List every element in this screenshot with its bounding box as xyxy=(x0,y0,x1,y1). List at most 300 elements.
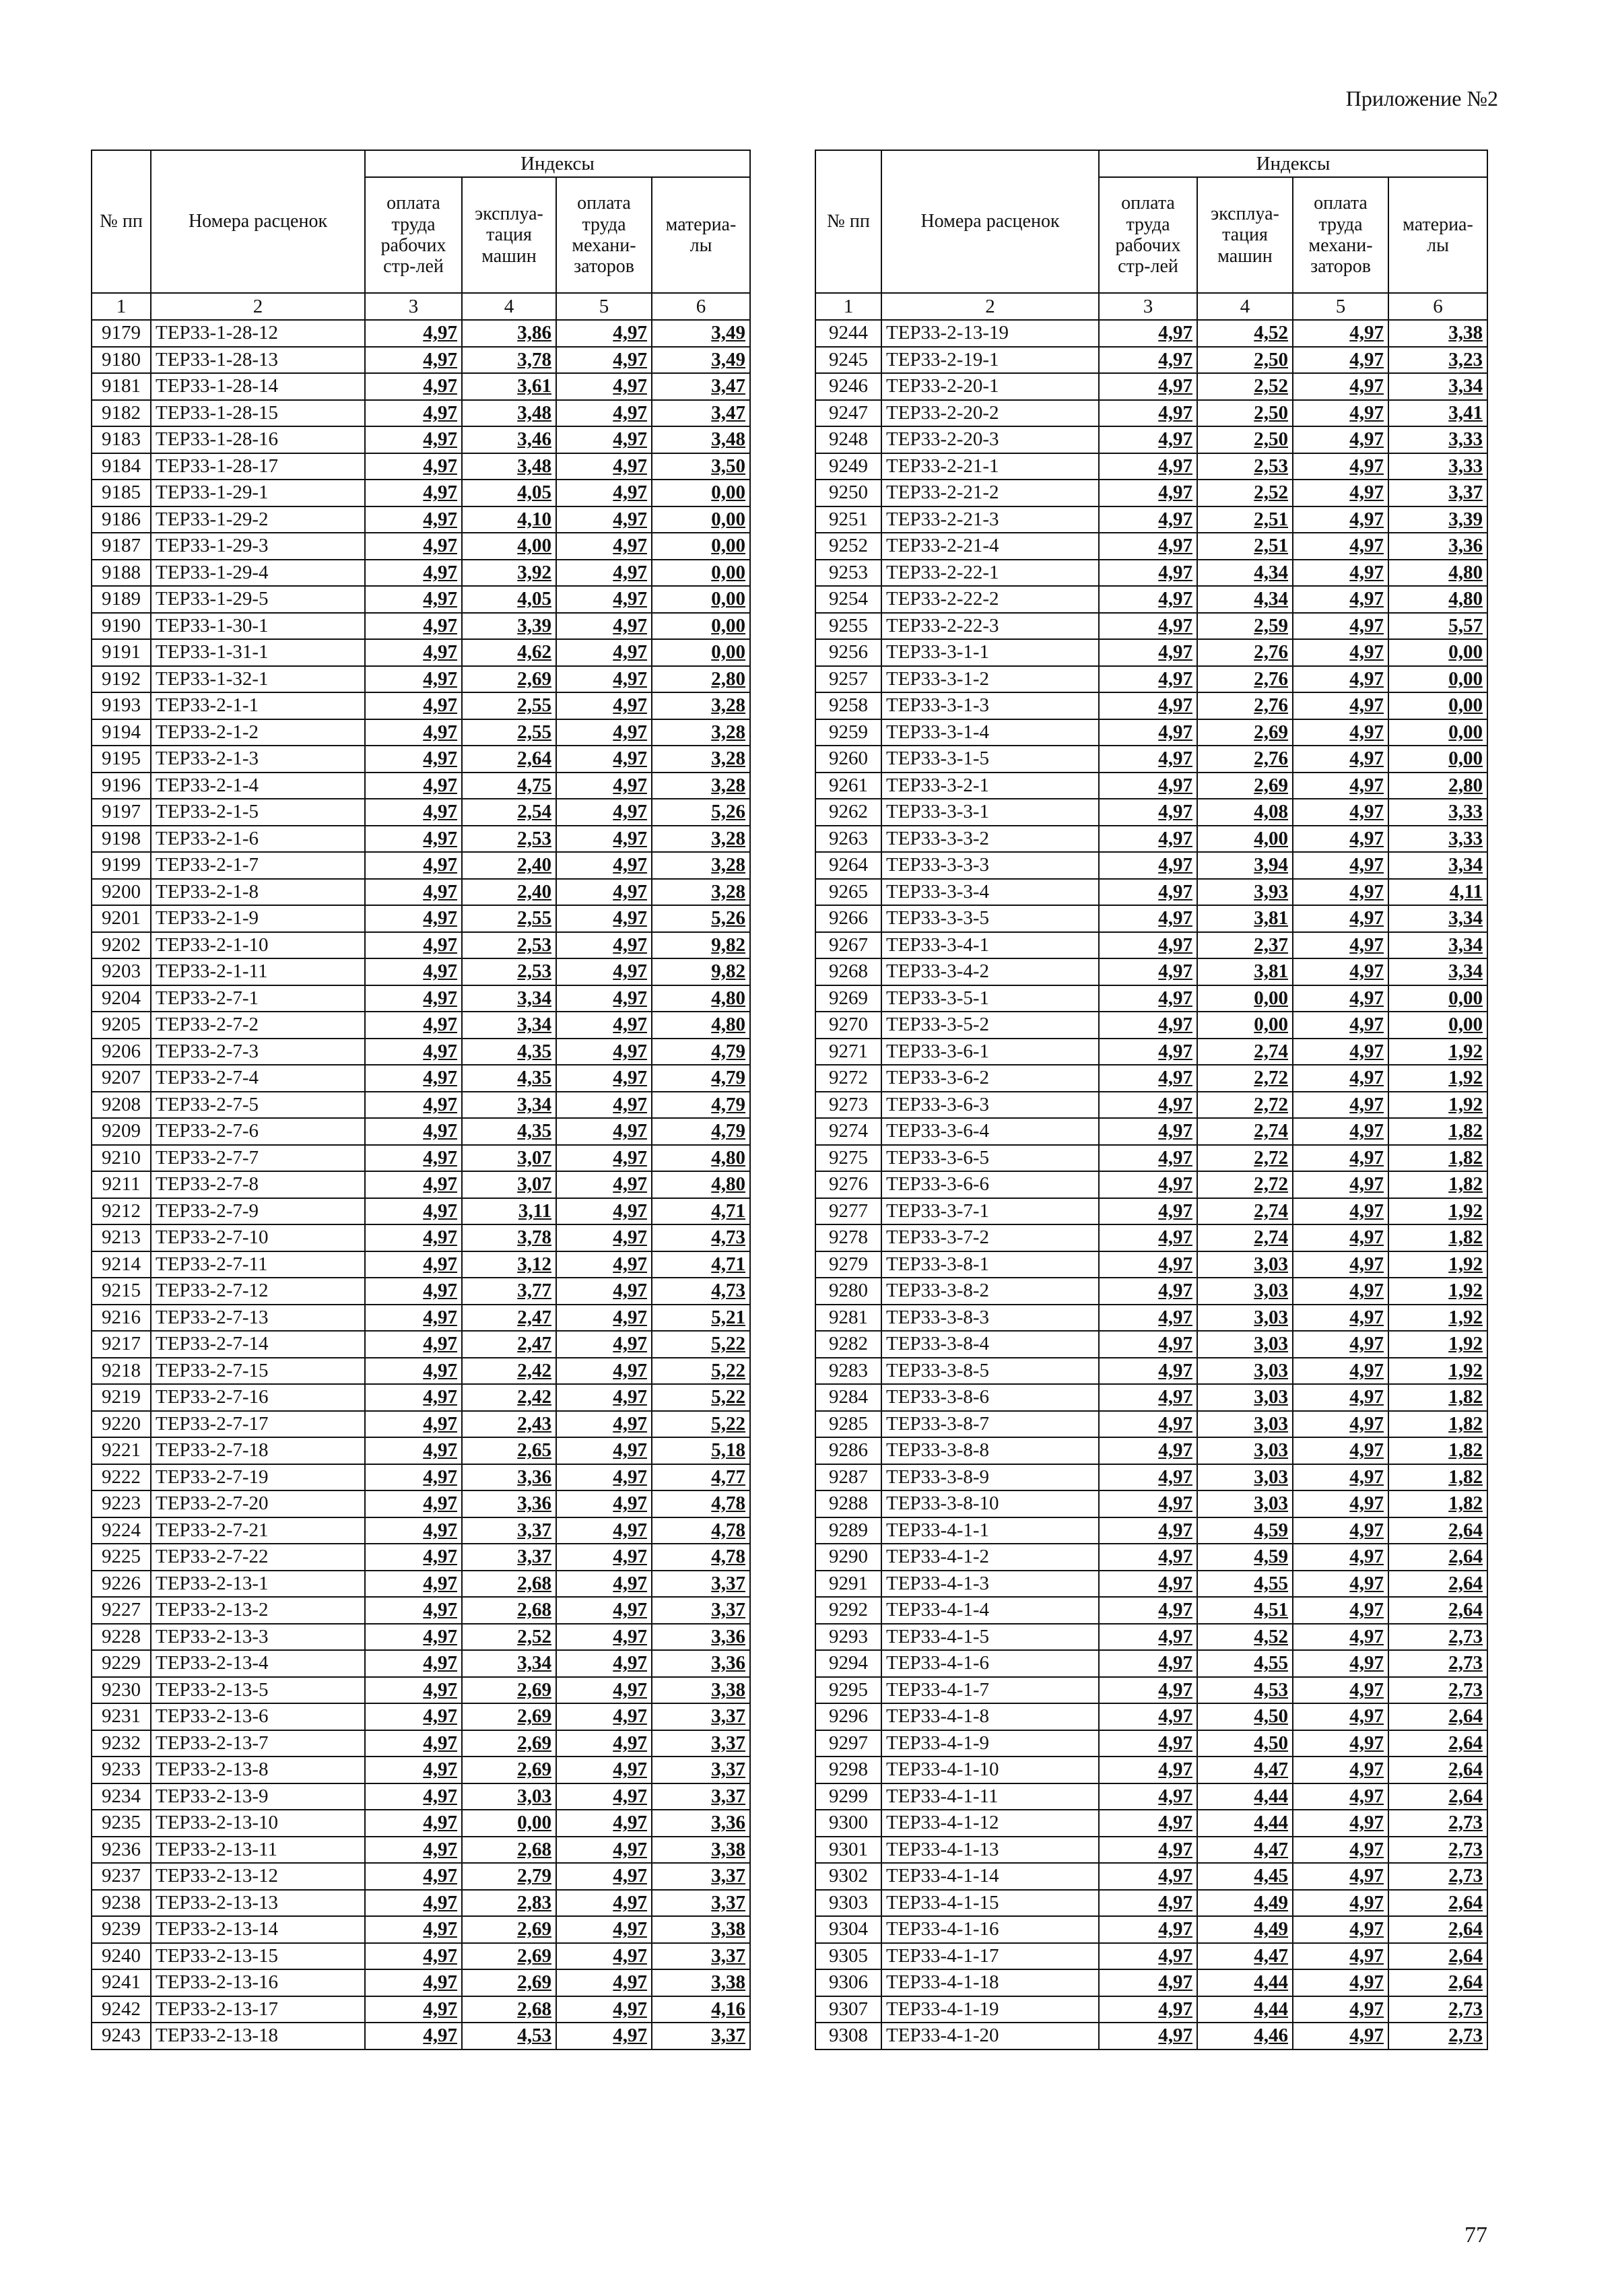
rate-code: ТЕР33-2-7-21 xyxy=(151,1517,365,1544)
rate-code: ТЕР33-2-20-2 xyxy=(881,400,1099,427)
materials-index: 3,47 xyxy=(652,400,750,427)
rate-code: ТЕР33-2-13-18 xyxy=(151,2023,365,2049)
row-number: 9269 xyxy=(815,985,881,1012)
rate-code: ТЕР33-1-30-1 xyxy=(151,613,365,640)
row-number: 9216 xyxy=(92,1305,151,1332)
labor-pay-index: 4,97 xyxy=(1099,905,1197,932)
rate-code: ТЕР33-3-8-10 xyxy=(881,1490,1099,1517)
rate-code: ТЕР33-2-7-19 xyxy=(151,1464,365,1491)
table-row xyxy=(815,1039,1487,1065)
machine-operation-index: 4,47 xyxy=(1197,1837,1293,1864)
machine-operation-index: 2,83 xyxy=(462,1890,556,1917)
rate-code: ТЕР33-1-31-1 xyxy=(151,639,365,666)
operator-pay-index: 4,97 xyxy=(1293,1039,1388,1065)
machine-operation-index: 3,81 xyxy=(1197,958,1293,985)
rate-code: ТЕР33-2-1-8 xyxy=(151,879,365,906)
machine-operation-index: 4,44 xyxy=(1197,1969,1293,1996)
row-number: 9196 xyxy=(92,773,151,799)
table-row xyxy=(815,1384,1487,1411)
operator-pay-index: 4,97 xyxy=(1293,560,1388,587)
row-number: 9183 xyxy=(92,426,151,453)
materials-index: 0,00 xyxy=(652,480,750,506)
operator-pay-index: 4,97 xyxy=(1293,1358,1388,1385)
operator-pay-index: 4,97 xyxy=(1293,1012,1388,1039)
labor-pay-index: 4,97 xyxy=(1099,1677,1197,1704)
labor-pay-index: 4,97 xyxy=(1099,1624,1197,1651)
row-number: 9197 xyxy=(92,799,151,826)
operator-pay-index: 4,97 xyxy=(1293,453,1388,480)
table-row xyxy=(815,506,1487,533)
machine-operation-index: 3,03 xyxy=(1197,1305,1293,1332)
machine-operation-index: 4,49 xyxy=(1197,1916,1293,1943)
table-row xyxy=(92,320,750,347)
labor-pay-index: 4,97 xyxy=(1099,985,1197,1012)
materials-index: 0,00 xyxy=(1388,1012,1487,1039)
labor-pay-index: 4,97 xyxy=(1099,692,1197,719)
machine-operation-index: 4,44 xyxy=(1197,1996,1293,2023)
operator-pay-index: 4,97 xyxy=(556,1890,652,1917)
materials-index: 3,34 xyxy=(1388,905,1487,932)
materials-index: 4,80 xyxy=(652,1012,750,1039)
labor-pay-index: 4,97 xyxy=(365,453,462,480)
labor-pay-index: 4,97 xyxy=(365,1996,462,2023)
labor-pay-index: 4,97 xyxy=(365,1969,462,1996)
rate-code: ТЕР33-2-21-4 xyxy=(881,533,1099,560)
rate-code: ТЕР33-3-6-3 xyxy=(881,1092,1099,1119)
row-number: 9210 xyxy=(92,1145,151,1172)
table-row xyxy=(92,480,750,506)
row-number: 9243 xyxy=(92,2023,151,2049)
operator-pay-index: 4,97 xyxy=(1293,1916,1388,1943)
operator-pay-index: 4,97 xyxy=(556,1384,652,1411)
materials-index: 3,28 xyxy=(652,879,750,906)
machine-operation-index: 2,72 xyxy=(1197,1065,1293,1092)
rate-code: ТЕР33-3-8-2 xyxy=(881,1278,1099,1305)
operator-pay-index: 4,97 xyxy=(556,1358,652,1385)
table-row xyxy=(815,1224,1487,1251)
table-row xyxy=(92,1331,750,1358)
rate-code: ТЕР33-2-13-13 xyxy=(151,1890,365,1917)
operator-pay-index: 4,97 xyxy=(1293,1517,1388,1544)
materials-index: 2,64 xyxy=(1388,1517,1487,1544)
materials-index: 2,73 xyxy=(1388,1996,1487,2023)
materials-index: 0,00 xyxy=(1388,746,1487,773)
table-row xyxy=(815,719,1487,746)
row-number: 9301 xyxy=(815,1837,881,1864)
row-number: 9287 xyxy=(815,1464,881,1491)
machine-operation-index: 2,69 xyxy=(462,1730,556,1757)
row-number: 9263 xyxy=(815,826,881,853)
materials-index: 3,37 xyxy=(652,1943,750,1970)
labor-pay-index: 4,97 xyxy=(1099,1198,1197,1225)
row-number: 9260 xyxy=(815,746,881,773)
rate-code: ТЕР33-1-28-14 xyxy=(151,373,365,400)
operator-pay-index: 4,97 xyxy=(556,1039,652,1065)
machine-operation-index: 4,47 xyxy=(1197,1943,1293,1970)
materials-index: 3,28 xyxy=(652,692,750,719)
machine-operation-index: 3,36 xyxy=(462,1464,556,1491)
materials-index: 1,92 xyxy=(1388,1305,1487,1332)
rate-code: ТЕР33-3-8-8 xyxy=(881,1437,1099,1464)
rate-code: ТЕР33-1-32-1 xyxy=(151,666,365,693)
row-number: 9242 xyxy=(92,1996,151,2023)
machine-operation-index: 2,74 xyxy=(1197,1224,1293,1251)
machine-operation-index: 4,75 xyxy=(462,773,556,799)
rate-code: ТЕР33-2-1-6 xyxy=(151,826,365,853)
operator-pay-index: 4,97 xyxy=(1293,1703,1388,1730)
rate-code: ТЕР33-2-13-7 xyxy=(151,1730,365,1757)
materials-index: 1,82 xyxy=(1388,1118,1487,1145)
rate-code: ТЕР33-1-28-13 xyxy=(151,347,365,374)
materials-index: 2,64 xyxy=(1388,1730,1487,1757)
row-number: 9251 xyxy=(815,506,881,533)
labor-pay-index: 4,97 xyxy=(1099,560,1197,587)
rate-code: ТЕР33-2-7-11 xyxy=(151,1251,365,1278)
labor-pay-index: 4,97 xyxy=(365,958,462,985)
labor-pay-index: 4,97 xyxy=(365,666,462,693)
materials-index: 1,82 xyxy=(1388,1171,1487,1198)
rate-code: ТЕР33-4-1-13 xyxy=(881,1837,1099,1864)
row-number: 9180 xyxy=(92,347,151,374)
machine-operation-index: 4,50 xyxy=(1197,1730,1293,1757)
materials-index: 3,33 xyxy=(1388,426,1487,453)
materials-index: 4,78 xyxy=(652,1517,750,1544)
operator-pay-index: 4,97 xyxy=(556,1597,652,1624)
table-row xyxy=(92,1677,750,1704)
materials-index: 0,00 xyxy=(652,560,750,587)
column-number: 3 xyxy=(365,293,462,320)
operator-pay-index: 4,97 xyxy=(1293,1943,1388,1970)
materials-index: 3,28 xyxy=(652,746,750,773)
materials-index: 3,48 xyxy=(652,426,750,453)
labor-pay-index: 4,97 xyxy=(1099,1890,1197,1917)
machine-operation-index: 3,48 xyxy=(462,453,556,480)
machine-operation-index: 3,81 xyxy=(1197,905,1293,932)
operator-pay-index: 4,97 xyxy=(1293,1224,1388,1251)
table-row xyxy=(92,1384,750,1411)
materials-index: 1,92 xyxy=(1388,1065,1487,1092)
row-number: 9211 xyxy=(92,1171,151,1198)
row-number: 9226 xyxy=(92,1571,151,1598)
labor-pay-index: 4,97 xyxy=(1099,666,1197,693)
machine-operation-index: 2,69 xyxy=(462,1916,556,1943)
machine-operation-index: 2,69 xyxy=(1197,719,1293,746)
row-number: 9289 xyxy=(815,1517,881,1544)
labor-pay-index: 4,97 xyxy=(365,746,462,773)
row-number: 9264 xyxy=(815,852,881,879)
table-row xyxy=(92,879,750,906)
rate-code: ТЕР33-2-1-10 xyxy=(151,932,365,959)
machine-operation-index: 4,05 xyxy=(462,586,556,613)
row-number: 9223 xyxy=(92,1490,151,1517)
materials-index: 2,73 xyxy=(1388,1677,1487,1704)
labor-pay-index: 4,97 xyxy=(1099,1039,1197,1065)
table-row xyxy=(92,426,750,453)
table-row xyxy=(815,1969,1487,1996)
labor-pay-index: 4,97 xyxy=(1099,1783,1197,1810)
operator-pay-index: 4,97 xyxy=(1293,692,1388,719)
materials-index: 2,64 xyxy=(1388,1597,1487,1624)
rate-code: ТЕР33-1-28-15 xyxy=(151,400,365,427)
materials-index: 2,73 xyxy=(1388,1863,1487,1890)
operator-pay-index: 4,97 xyxy=(1293,586,1388,613)
operator-pay-index: 4,97 xyxy=(1293,1624,1388,1651)
operator-pay-index: 4,97 xyxy=(556,905,652,932)
machine-operation-index: 4,53 xyxy=(1197,1677,1293,1704)
materials-index: 4,80 xyxy=(652,985,750,1012)
row-number: 9213 xyxy=(92,1224,151,1251)
table-row xyxy=(815,666,1487,693)
table-row xyxy=(815,1198,1487,1225)
materials-index: 2,73 xyxy=(1388,1837,1487,1864)
row-number: 9232 xyxy=(92,1730,151,1757)
machine-operation-index: 3,86 xyxy=(462,320,556,347)
rate-code: ТЕР33-4-1-9 xyxy=(881,1730,1099,1757)
column-number: 2 xyxy=(881,293,1099,320)
operator-pay-index: 4,97 xyxy=(556,1730,652,1757)
machine-operation-index: 0,00 xyxy=(462,1810,556,1837)
row-number: 9266 xyxy=(815,905,881,932)
row-number: 9191 xyxy=(92,639,151,666)
row-number: 9204 xyxy=(92,985,151,1012)
machine-operation-index: 2,51 xyxy=(1197,506,1293,533)
materials-index: 5,57 xyxy=(1388,613,1487,640)
labor-pay-index: 4,97 xyxy=(1099,400,1197,427)
machine-operation-index: 3,03 xyxy=(1197,1411,1293,1438)
labor-pay-index: 4,97 xyxy=(1099,1517,1197,1544)
table-row xyxy=(815,1890,1487,1917)
materials-index: 1,82 xyxy=(1388,1437,1487,1464)
labor-pay-index: 4,97 xyxy=(365,1863,462,1890)
operator-pay-index: 4,97 xyxy=(1293,1331,1388,1358)
row-number: 9248 xyxy=(815,426,881,453)
machine-operation-index: 4,59 xyxy=(1197,1544,1293,1571)
labor-pay-index: 4,97 xyxy=(365,1597,462,1624)
table-row xyxy=(815,1411,1487,1438)
rate-code: ТЕР33-3-1-5 xyxy=(881,746,1099,773)
operator-pay-index: 4,97 xyxy=(1293,480,1388,506)
table-row xyxy=(92,1251,750,1278)
labor-pay-index: 4,97 xyxy=(1099,1012,1197,1039)
header-codes: Номера расценок xyxy=(881,150,1099,293)
machine-operation-index: 2,68 xyxy=(462,1597,556,1624)
row-number: 9219 xyxy=(92,1384,151,1411)
rate-code: ТЕР33-2-21-2 xyxy=(881,480,1099,506)
rate-code: ТЕР33-2-1-1 xyxy=(151,692,365,719)
machine-operation-index: 2,40 xyxy=(462,879,556,906)
table-row xyxy=(815,1251,1487,1278)
materials-index: 3,49 xyxy=(652,320,750,347)
machine-operation-index: 3,07 xyxy=(462,1145,556,1172)
table-row xyxy=(92,905,750,932)
materials-index: 9,82 xyxy=(652,958,750,985)
row-number: 9220 xyxy=(92,1411,151,1438)
machine-operation-index: 4,10 xyxy=(462,506,556,533)
row-number: 9254 xyxy=(815,586,881,613)
labor-pay-index: 4,97 xyxy=(365,1092,462,1119)
rate-code: ТЕР33-3-7-1 xyxy=(881,1198,1099,1225)
machine-operation-index: 2,69 xyxy=(462,1969,556,1996)
row-number: 9253 xyxy=(815,560,881,587)
machine-operation-index: 2,55 xyxy=(462,692,556,719)
row-number: 9280 xyxy=(815,1278,881,1305)
machine-operation-index: 3,34 xyxy=(462,1650,556,1677)
machine-operation-index: 2,53 xyxy=(462,932,556,959)
materials-index: 3,28 xyxy=(652,719,750,746)
machine-operation-index: 2,69 xyxy=(462,1757,556,1783)
materials-index: 3,41 xyxy=(1388,400,1487,427)
operator-pay-index: 4,97 xyxy=(556,746,652,773)
materials-index: 2,80 xyxy=(1388,773,1487,799)
machine-operation-index: 3,39 xyxy=(462,613,556,640)
operator-pay-index: 4,97 xyxy=(556,373,652,400)
materials-index: 0,00 xyxy=(1388,719,1487,746)
machine-operation-index: 4,44 xyxy=(1197,1810,1293,1837)
materials-index: 3,36 xyxy=(652,1624,750,1651)
column-number: 1 xyxy=(92,293,151,320)
labor-pay-index: 4,97 xyxy=(365,1703,462,1730)
labor-pay-index: 4,97 xyxy=(365,1145,462,1172)
labor-pay-index: 4,97 xyxy=(1099,1145,1197,1172)
operator-pay-index: 4,97 xyxy=(556,347,652,374)
rate-code: ТЕР33-4-1-17 xyxy=(881,1943,1099,1970)
labor-pay-index: 4,97 xyxy=(1099,1837,1197,1864)
labor-pay-index: 4,97 xyxy=(365,1411,462,1438)
labor-pay-index: 4,97 xyxy=(365,1916,462,1943)
materials-index: 5,21 xyxy=(652,1305,750,1332)
labor-pay-index: 4,97 xyxy=(365,1810,462,1837)
row-number: 9236 xyxy=(92,1837,151,1864)
table-row xyxy=(815,1916,1487,1943)
row-number: 9229 xyxy=(92,1650,151,1677)
rate-code: ТЕР33-1-28-16 xyxy=(151,426,365,453)
rate-code: ТЕР33-2-22-3 xyxy=(881,613,1099,640)
machine-operation-index: 2,50 xyxy=(1197,347,1293,374)
column-number: 6 xyxy=(1388,293,1487,320)
rate-code: ТЕР33-3-3-3 xyxy=(881,852,1099,879)
table-row xyxy=(92,852,750,879)
labor-pay-index: 4,97 xyxy=(1099,453,1197,480)
machine-operation-index: 4,35 xyxy=(462,1039,556,1065)
table-row xyxy=(92,958,750,985)
machine-operation-index: 4,35 xyxy=(462,1118,556,1145)
machine-operation-index: 2,74 xyxy=(1197,1039,1293,1065)
materials-index: 3,37 xyxy=(1388,480,1487,506)
rate-code: ТЕР33-2-13-3 xyxy=(151,1624,365,1651)
machine-operation-index: 2,79 xyxy=(462,1863,556,1890)
labor-pay-index: 4,97 xyxy=(365,1730,462,1757)
table-row xyxy=(92,1703,750,1730)
column-number: 1 xyxy=(815,293,881,320)
materials-index: 2,64 xyxy=(1388,1757,1487,1783)
materials-index: 4,80 xyxy=(1388,586,1487,613)
materials-index: 4,79 xyxy=(652,1039,750,1065)
rate-code: ТЕР33-2-1-11 xyxy=(151,958,365,985)
table-row xyxy=(92,932,750,959)
machine-operation-index: 2,76 xyxy=(1197,746,1293,773)
row-number: 9188 xyxy=(92,560,151,587)
machine-operation-index: 2,68 xyxy=(462,1837,556,1864)
machine-operation-index: 3,94 xyxy=(1197,852,1293,879)
operator-pay-index: 4,97 xyxy=(1293,1145,1388,1172)
labor-pay-index: 4,97 xyxy=(1099,1065,1197,1092)
materials-index: 1,92 xyxy=(1388,1278,1487,1305)
operator-pay-index: 4,97 xyxy=(556,1810,652,1837)
operator-pay-index: 4,97 xyxy=(556,879,652,906)
table-row xyxy=(815,400,1487,427)
materials-index: 3,34 xyxy=(1388,373,1487,400)
table-row xyxy=(815,1597,1487,1624)
table-row xyxy=(815,480,1487,506)
row-number: 9308 xyxy=(815,2023,881,2049)
operator-pay-index: 4,97 xyxy=(1293,1969,1388,1996)
operator-pay-index: 4,97 xyxy=(556,1145,652,1172)
materials-index: 3,28 xyxy=(652,773,750,799)
operator-pay-index: 4,97 xyxy=(556,1251,652,1278)
operator-pay-index: 4,97 xyxy=(556,1490,652,1517)
machine-operation-index: 4,49 xyxy=(1197,1890,1293,1917)
rate-code: ТЕР33-2-13-16 xyxy=(151,1969,365,1996)
table-row xyxy=(815,320,1487,347)
materials-index: 0,00 xyxy=(652,613,750,640)
rate-code: ТЕР33-2-7-18 xyxy=(151,1437,365,1464)
materials-index: 3,37 xyxy=(652,1783,750,1810)
column-number: 5 xyxy=(556,293,652,320)
row-number: 9303 xyxy=(815,1890,881,1917)
machine-operation-index: 2,43 xyxy=(462,1411,556,1438)
rate-code: ТЕР33-3-8-1 xyxy=(881,1251,1099,1278)
operator-pay-index: 4,97 xyxy=(556,320,652,347)
table-row xyxy=(815,1464,1487,1491)
row-number: 9233 xyxy=(92,1757,151,1783)
machine-operation-index: 4,59 xyxy=(1197,1517,1293,1544)
operator-pay-index: 4,97 xyxy=(1293,1384,1388,1411)
rate-code: ТЕР33-4-1-6 xyxy=(881,1650,1099,1677)
rate-code: ТЕР33-3-4-1 xyxy=(881,932,1099,959)
machine-operation-index: 3,37 xyxy=(462,1517,556,1544)
rate-code: ТЕР33-2-7-17 xyxy=(151,1411,365,1438)
labor-pay-index: 4,97 xyxy=(365,1437,462,1464)
operator-pay-index: 4,97 xyxy=(1293,426,1388,453)
machine-operation-index: 2,68 xyxy=(462,1996,556,2023)
materials-index: 2,73 xyxy=(1388,1810,1487,1837)
table-row xyxy=(92,746,750,773)
machine-operation-index: 3,03 xyxy=(1197,1358,1293,1385)
labor-pay-index: 4,97 xyxy=(365,1783,462,1810)
operator-pay-index: 4,97 xyxy=(556,1012,652,1039)
row-number: 9212 xyxy=(92,1198,151,1225)
operator-pay-index: 4,97 xyxy=(1293,1597,1388,1624)
row-number: 9258 xyxy=(815,692,881,719)
machine-operation-index: 2,69 xyxy=(462,1677,556,1704)
header-indices: Индексы xyxy=(1099,150,1487,177)
rate-code: ТЕР33-3-7-2 xyxy=(881,1224,1099,1251)
row-number: 9187 xyxy=(92,533,151,560)
table-row xyxy=(815,1810,1487,1837)
materials-index: 3,36 xyxy=(652,1650,750,1677)
labor-pay-index: 4,97 xyxy=(365,1358,462,1385)
operator-pay-index: 4,97 xyxy=(1293,1996,1388,2023)
rate-code: ТЕР33-3-1-2 xyxy=(881,666,1099,693)
machine-operation-index: 3,03 xyxy=(1197,1384,1293,1411)
machine-operation-index: 4,62 xyxy=(462,639,556,666)
operator-pay-index: 4,97 xyxy=(1293,1411,1388,1438)
row-number: 9209 xyxy=(92,1118,151,1145)
table-row xyxy=(92,1783,750,1810)
labor-pay-index: 4,97 xyxy=(365,1278,462,1305)
rate-code: ТЕР33-2-7-6 xyxy=(151,1118,365,1145)
header-col3: оплата труда рабочих стр-лей xyxy=(1099,177,1197,293)
